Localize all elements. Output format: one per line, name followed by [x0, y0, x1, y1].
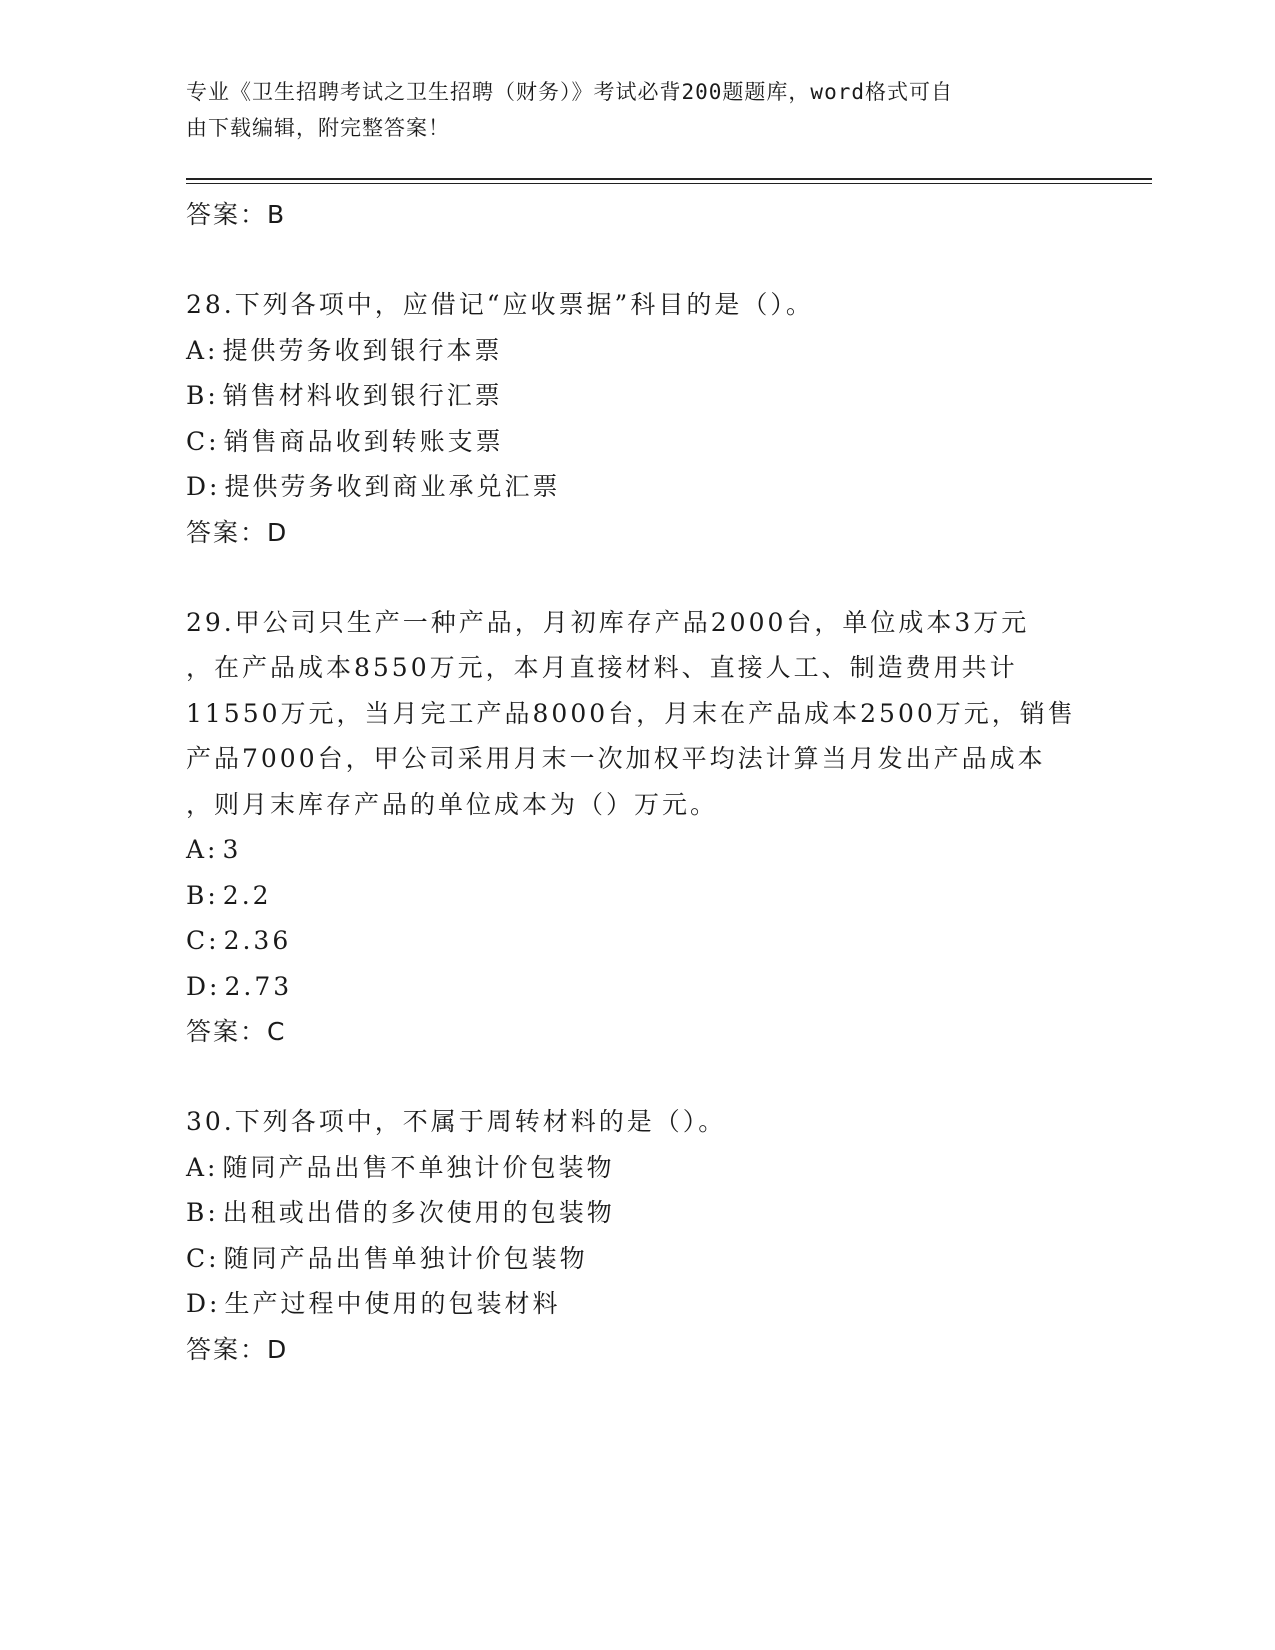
question-text-line: 28.下列各项中，应借记“应收票据”科目的是（）。	[186, 290, 814, 319]
option-b	[186, 873, 1146, 919]
option-text: 生产过程中使用的包装材料	[224, 1289, 561, 1318]
option-text: 2.36	[223, 926, 292, 955]
option-a	[186, 827, 1146, 873]
question-29	[186, 600, 1146, 828]
option-text: 销售材料收到银行汇票	[222, 381, 503, 410]
option-b	[186, 1190, 1146, 1236]
question-list	[186, 192, 1146, 1372]
option-letter: B:	[186, 880, 219, 910]
option-text: 随同产品出售不单独计价包装物	[222, 1152, 615, 1182]
option-c	[186, 918, 1146, 964]
question-30	[186, 1099, 1146, 1145]
option-letter: D:	[186, 472, 221, 501]
option-letter: B:	[186, 1198, 219, 1227]
header-line-2: 由下载编辑，附完整答案！	[186, 116, 450, 140]
answer-30: 答案：D	[186, 1334, 289, 1364]
option-b	[186, 373, 1146, 419]
option-text: 2.2	[222, 880, 272, 910]
option-text: 提供劳务收到商业承兑汇票	[224, 472, 561, 501]
option-d	[186, 1281, 1146, 1327]
header-divider-thick	[186, 178, 1152, 180]
option-letter: D:	[186, 971, 221, 1001]
question-28	[186, 282, 1146, 328]
document-header	[186, 74, 1086, 146]
option-a	[186, 328, 1146, 374]
option-text: 销售商品收到转账支票	[223, 426, 504, 456]
option-text: 出租或出借的多次使用的包装物	[222, 1198, 615, 1227]
option-letter: A:	[186, 835, 219, 864]
question-text-line: ，则月末库存产品的单位成本为（）万元。	[186, 789, 719, 819]
option-text: 2.73	[224, 971, 293, 1001]
previous-answer: 答案：B	[186, 200, 287, 229]
question-text-line: 29.甲公司只生产一种产品，月初库存产品2000台，单位成本3万元	[186, 607, 1030, 637]
option-d	[186, 964, 1146, 1010]
option-letter: C:	[186, 1243, 220, 1273]
spacer	[186, 237, 1146, 282]
option-a	[186, 1145, 1146, 1191]
option-letter: A:	[186, 335, 219, 365]
option-letter: A:	[186, 1152, 219, 1182]
question-text-line: ，在产品成本8550万元，本月直接材料、直接人工、制造费用共计	[186, 653, 1018, 682]
question-text-line: 30.下列各项中，不属于周转材料的是（）。	[186, 1107, 727, 1136]
question-text-line: 产品7000台，甲公司采用月末一次加权平均法计算当月发出产品成本	[186, 744, 1046, 773]
option-letter: D:	[186, 1289, 221, 1318]
spacer	[186, 555, 1146, 600]
header-divider-thin	[186, 183, 1152, 184]
question-text-line: 11550万元，当月完工产品8000台，月末在产品成本2500万元，销售	[186, 698, 1076, 728]
option-text: 3	[222, 835, 242, 864]
option-letter: C:	[186, 426, 220, 456]
header-line-1: 专业《卫生招聘考试之卫生招聘（财务）》考试必背200题题库，word格式可自	[186, 80, 953, 104]
option-letter: C:	[186, 926, 220, 955]
answer-28: 答案：D	[186, 517, 289, 547]
option-letter: B:	[186, 381, 219, 410]
option-text: 随同产品出售单独计价包装物	[223, 1243, 588, 1273]
option-text: 提供劳务收到银行本票	[222, 335, 503, 365]
answer-29: 答案：C	[186, 1017, 287, 1046]
option-c	[186, 1236, 1146, 1282]
option-c	[186, 419, 1146, 465]
spacer	[186, 1054, 1146, 1099]
option-d	[186, 464, 1146, 510]
